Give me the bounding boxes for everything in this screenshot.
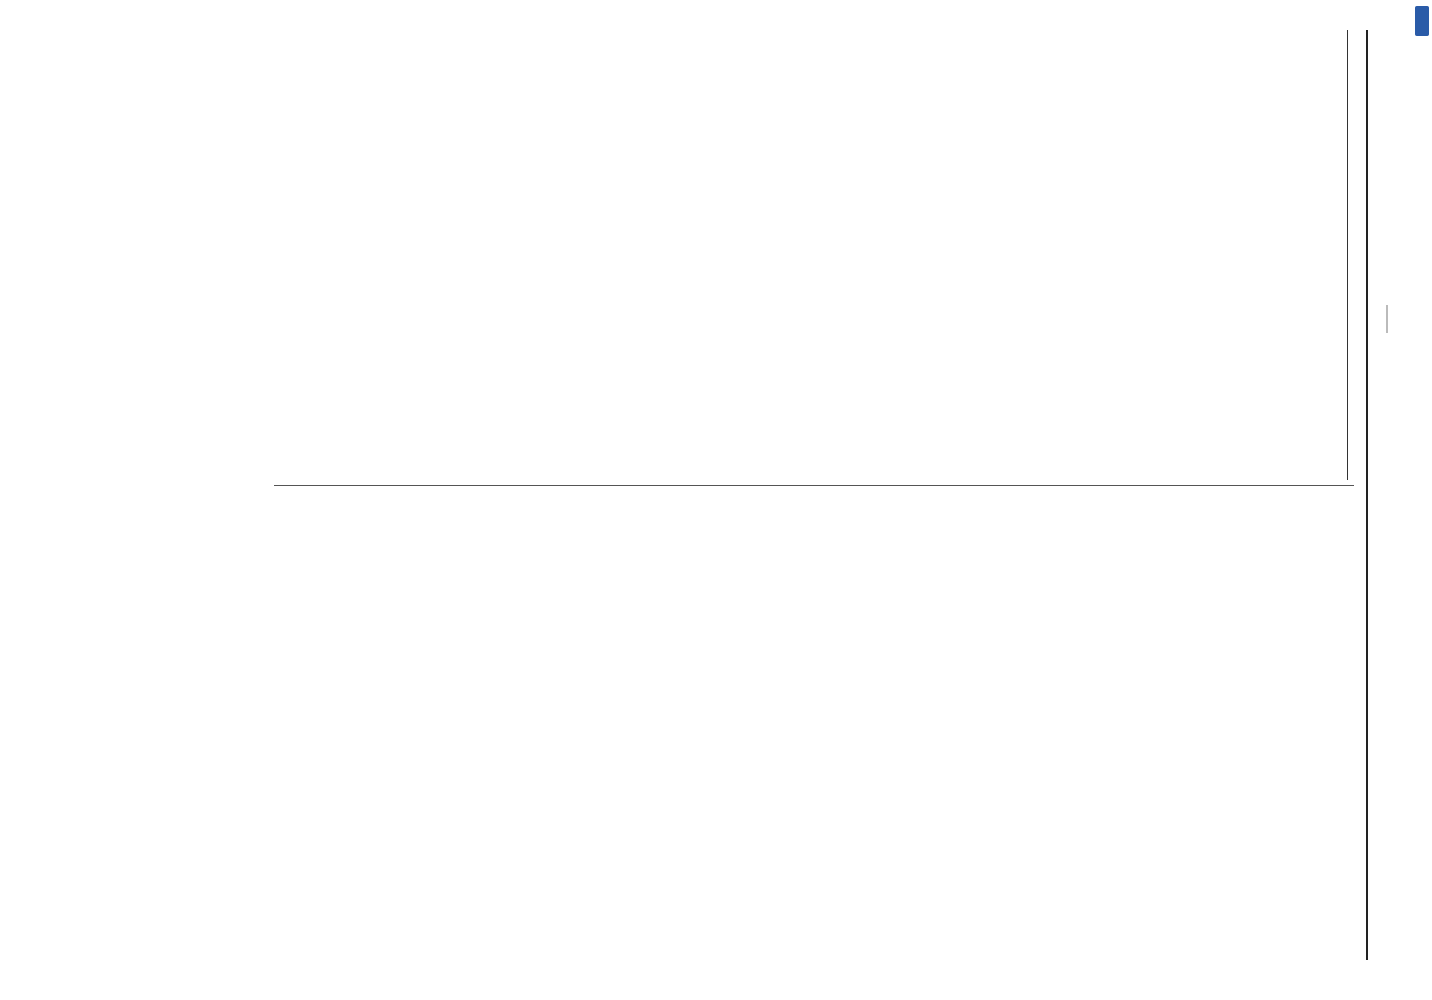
digitization-credit <box>1415 8 1429 988</box>
dfg-logo-icon <box>1415 6 1429 36</box>
column-divider <box>274 485 1354 486</box>
left-text-column <box>269 30 1354 480</box>
running-header <box>1366 30 1410 960</box>
attribution-strip <box>1410 0 1432 1000</box>
scan-speck <box>1386 305 1388 333</box>
footnote-rule <box>1347 30 1348 480</box>
right-text-column <box>269 510 1354 960</box>
